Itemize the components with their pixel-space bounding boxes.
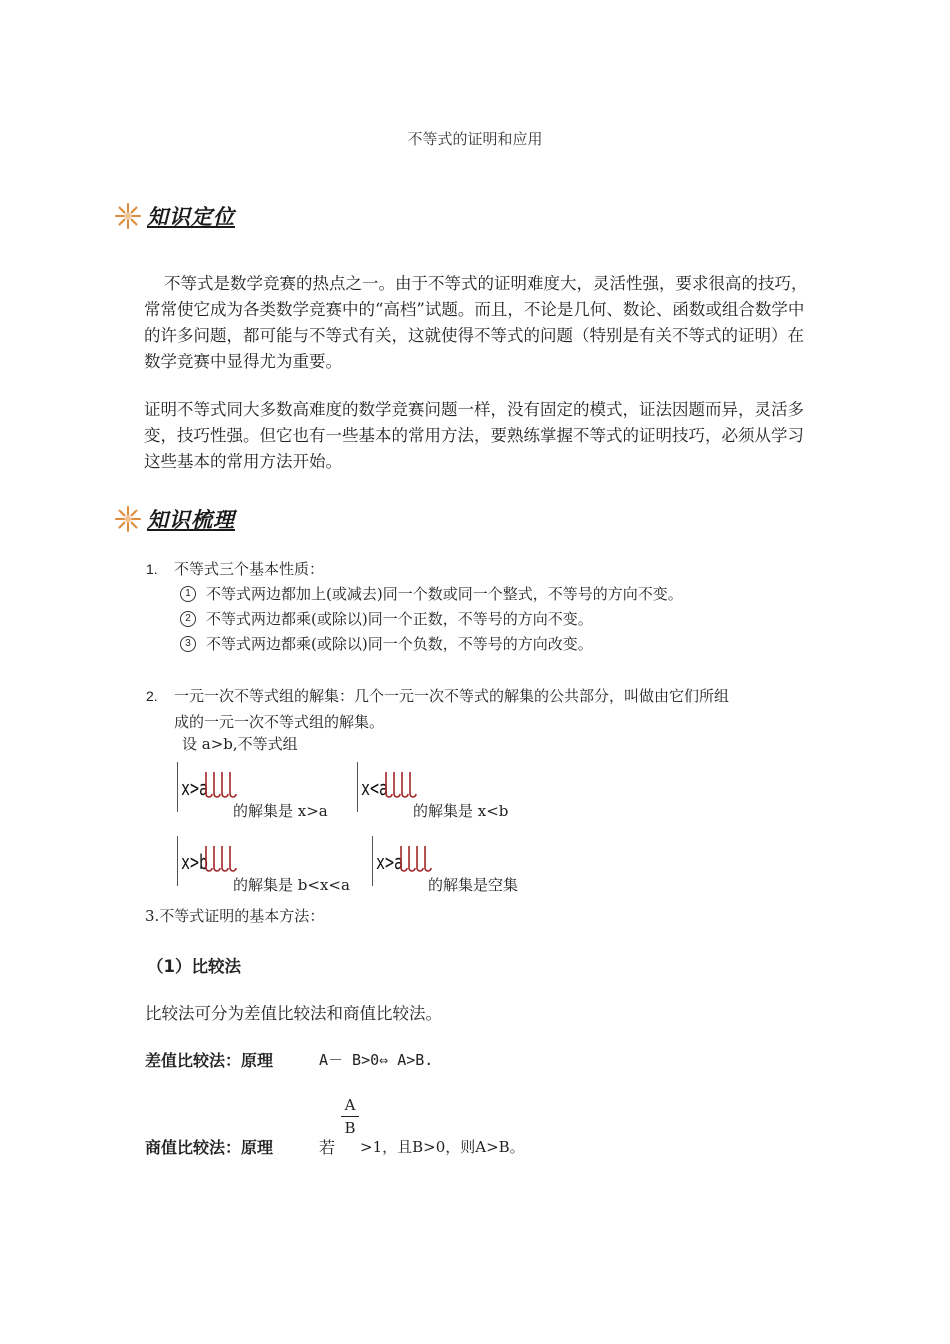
intro-paragraph-1: 不等式是数学竞赛的热点之一。由于不等式的证明难度大，灵活性强，要求很高的技巧，常常使它成为各类数学竞赛中的“高档”试题。而且，不论是几何、数论、函数或组合数学中的许多问题，都可能与不等式有关，这就使得不等式的问题（特别是有关不等式的证明）在数学竞赛中显得尤为重要。 [144,274,808,371]
circled-number: 3 [180,636,196,652]
section-heading-review [113,501,235,537]
system-expression: x>a [181,776,209,800]
sparkle-icon [113,504,143,534]
difference-method-row [145,1048,433,1071]
fraction-denominator: B [344,1119,356,1137]
system-bracket [372,836,375,886]
system-solution: 的解集是 x<b [413,802,509,820]
methods-heading: 3.不等式证明的基本方法： [145,907,325,925]
section-title: 知识梳理 [147,507,235,532]
list-item-2 [146,683,826,735]
list-item-text-line1: 一元一次不等式组的解集：几个一元一次不等式的解集的公共部分，叫做由它们所组 [174,687,730,705]
property-text: 不等式两边都乘(或除以)同一个正数，不等号的方向不变。 [206,610,593,628]
property-1 [180,583,683,604]
sparkle-icon [113,201,143,231]
section-title: 知识定位 [147,204,235,229]
garbled-glyph-icon [383,770,417,806]
system-solution: 的解集是空集 [428,876,519,894]
list-item-1 [146,558,324,579]
list-number: 1. [146,560,158,577]
system-bracket [177,836,180,886]
garbled-glyph-icon [398,844,432,880]
quotient-if: 若 [319,1138,336,1157]
fraction-a-over-b [340,1096,360,1137]
circled-number: 2 [180,611,196,627]
intro-paragraph-2: 证明不等式同大多数高难度的数学竞赛问题一样，没有固定的模式，证法因题而异，灵活多变，技巧性强。但它也有一些基本的常用方法，要熟练掌握不等式的证明技巧，必须从学习这些基本的常用方法开始。 [144,400,804,471]
circled-number: 1 [180,586,196,602]
system-solution: 的解集是 b<x<a [233,876,350,894]
list-item-text: 不等式三个基本性质： [174,560,325,578]
garbled-glyph-icon [203,770,237,806]
list-item-text-line2: 成的一元一次不等式组的解集。 [174,713,385,731]
difference-formula: A－ B>0⇔ A>B. [319,1051,434,1069]
quotient-formula: >1，且B>0，则A>B。 [360,1138,525,1156]
property-text: 不等式两边都乘(或除以)同一个负数，不等号的方向改变。 [206,635,593,653]
comparison-method-heading: （1）比较法 [147,957,241,976]
comparison-description: 比较法可分为差值比较法和商值比较法。 [145,1004,442,1023]
quotient-method-label: 商值比较法：原理 [145,1138,274,1157]
system-bracket [177,762,180,812]
fraction-bar [341,1116,359,1117]
system-bracket [357,762,360,812]
difference-method-label: 差值比较法：原理 [145,1051,274,1070]
garbled-glyph-icon [203,844,237,880]
system-expression: x>a [376,850,404,874]
section-heading-positioning [113,198,235,234]
property-2 [180,608,593,629]
quotient-method-row [145,1135,525,1158]
setup-text: 设 a>b,不等式组 [182,735,298,753]
property-3 [180,633,593,654]
list-number: 2. [146,688,158,704]
system-expression: x<a [361,776,389,800]
fraction-numerator: A [344,1096,356,1114]
system-solution: 的解集是 x>a [233,802,328,820]
document-title: 不等式的证明和应用 [407,130,543,148]
system-expression: x>b [181,850,209,874]
property-text: 不等式两边都加上(或减去)同一个数或同一个整式，不等号的方向不变。 [206,585,683,603]
